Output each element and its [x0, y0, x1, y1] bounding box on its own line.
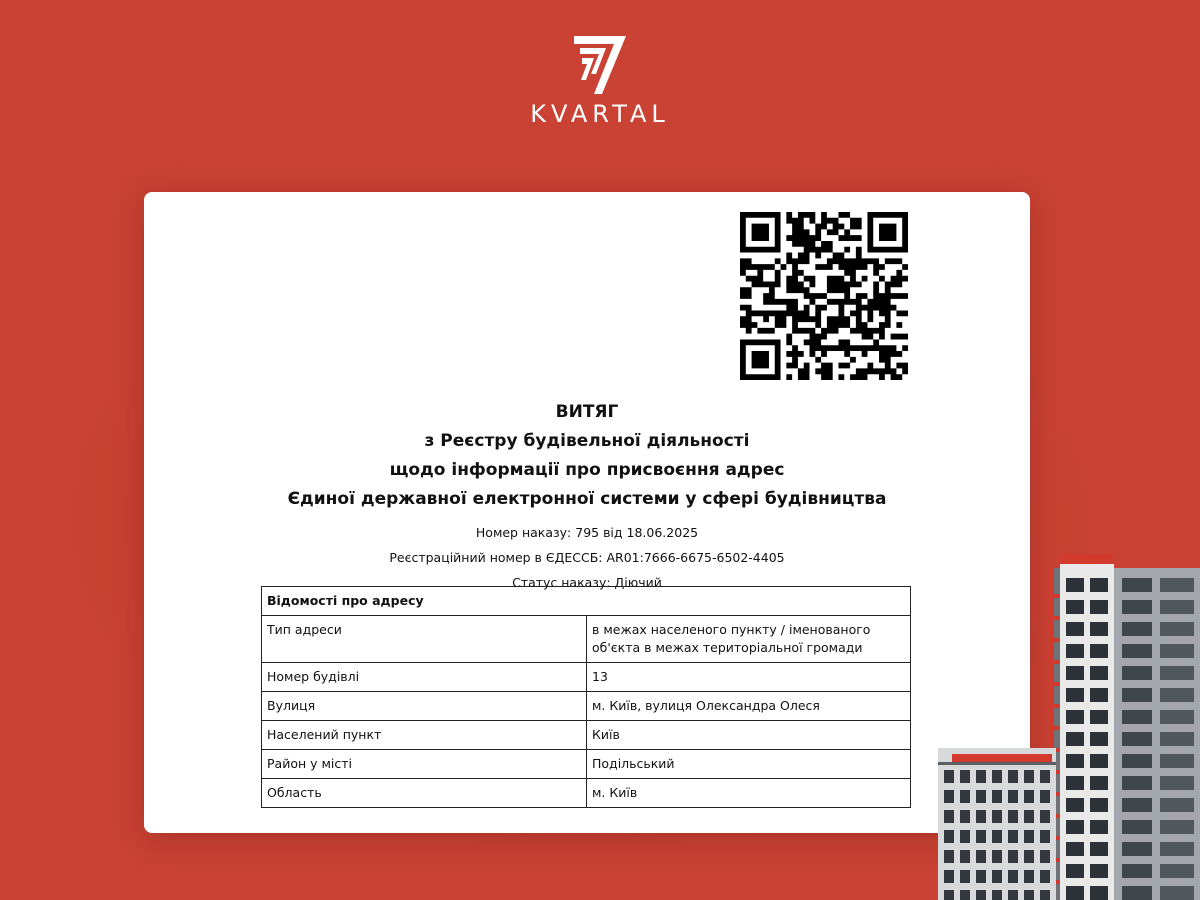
address-table	[261, 586, 911, 808]
document-subtitle-1: з Реєстру будівельної діяльності	[424, 431, 750, 451]
building-illustration	[938, 548, 1200, 900]
row-value: в межах населеного пункту / іменованого об'єкта в межах територіальної громади	[587, 616, 911, 663]
row-value: Подільський	[587, 750, 911, 779]
row-value: 13	[587, 663, 911, 692]
document-subtitle-2: щодо інформації про присвоєння адрес	[389, 460, 785, 480]
brand-name: KVARTAL	[530, 100, 670, 128]
table-row	[262, 663, 911, 692]
table-row	[262, 692, 911, 721]
document-title: ВИТЯГ	[555, 402, 619, 422]
table-row	[262, 616, 911, 663]
document-subtitle-3: Єдиної державної електронної системи у сфері будівництва	[287, 489, 887, 509]
row-value: м. Київ	[587, 779, 911, 808]
order-status: Статус наказу: Діючий	[512, 575, 662, 590]
row-value: м. Київ, вулиця Олександра Олеся	[587, 692, 911, 721]
registration-number: Реєстраційний номер в ЄДЕССБ: AR01:7666-6675-6502-4405	[389, 550, 785, 565]
table-row	[262, 779, 911, 808]
document-card	[144, 192, 1030, 833]
table-header: Відомості про адресу	[262, 587, 911, 616]
seven-logo-icon	[572, 34, 628, 96]
row-label: Область	[262, 779, 587, 808]
order-number: Номер наказу: 795 від 18.06.2025	[475, 525, 699, 540]
row-value: Київ	[587, 721, 911, 750]
row-label: Район у місті	[262, 750, 587, 779]
row-label: Номер будівлі	[262, 663, 587, 692]
table-row	[262, 750, 911, 779]
document-header	[144, 398, 1030, 595]
row-label: Тип адреси	[262, 616, 587, 663]
row-label: Населений пункт	[262, 721, 587, 750]
table-row	[262, 721, 911, 750]
row-label: Вулиця	[262, 692, 587, 721]
table-header-row	[262, 587, 911, 616]
qr-code-icon	[740, 212, 908, 380]
brand-logo	[0, 34, 1200, 128]
